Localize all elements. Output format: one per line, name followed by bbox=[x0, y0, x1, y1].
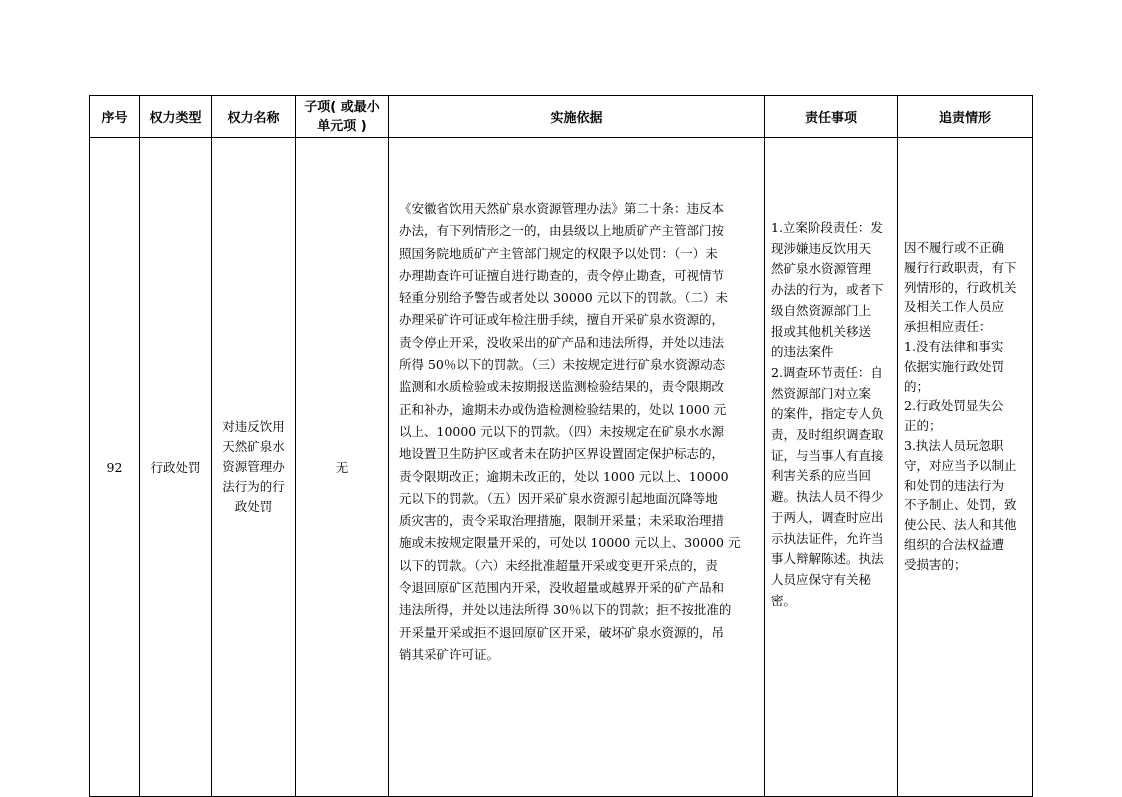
accountability-text-line: 因不履行或不正确 bbox=[904, 240, 1005, 255]
accountability-text-line: 3.执法人员玩忽职 bbox=[904, 437, 1004, 453]
cell-responsibility bbox=[765, 138, 898, 797]
basis-text-line: 元以下的罚款。（五）因开采矿泉水资源引起地面沉降等地 bbox=[399, 490, 718, 506]
responsibility-text-line: 事人辩解陈述。执法 bbox=[771, 551, 884, 567]
basis-text-line: 施或未按规定限量开采的，可处以 10000 元以上、30000 元 bbox=[399, 535, 741, 551]
basis-text-line: 以上、10000 元以下的罚款。（四）未按规定在矿泉水水源 bbox=[399, 423, 724, 439]
basis-text-line: 轻重分别给予警告或者处以 30000 元以下的罚款。（二）未 bbox=[399, 290, 728, 306]
cell-power-type: 行政处罚 bbox=[140, 138, 212, 797]
basis-text-line: 照国务院地质矿产主管部门规定的权限予以处罚：（一）未 bbox=[399, 245, 718, 261]
basis-text-line: 《安徽省饮用天然矿泉水资源管理办法》第二十条：违反本 bbox=[399, 201, 725, 216]
responsibility-text-line: 的案件，指定专人负 bbox=[771, 406, 884, 422]
basis-text-line: 办理采矿许可证或年检注册手续，擅自开采矿泉水资源的， bbox=[399, 312, 725, 328]
responsibility-text-line: 然矿泉水资源管理 bbox=[771, 261, 872, 277]
accountability-text-line: 列情形的，行政机关 bbox=[904, 279, 1017, 295]
responsibility-text-line: 办法的行为，或者下 bbox=[771, 282, 884, 298]
header-basis: 实施依据 bbox=[389, 96, 765, 138]
basis-text-line: 销其采矿许可证。 bbox=[399, 646, 500, 662]
responsibility-text-line: 利害关系的应当回 bbox=[771, 468, 872, 484]
responsibility-text-line: 责，及时组织调查取 bbox=[771, 427, 884, 443]
basis-text-line: 责令限期改正；逾期未改正的，处以 1000 元以上、10000 bbox=[399, 468, 729, 484]
header-power-name: 权力名称 bbox=[212, 96, 296, 138]
header-power-type: 权力类型 bbox=[140, 96, 212, 138]
basis-text-line: 以下的罚款。（六）未经批准超量开采或变更开采点的，责 bbox=[399, 557, 718, 573]
responsibility-text-line: 的违法案件 bbox=[771, 344, 834, 360]
basis-text-line: 责令停止开采，没收采出的矿产品和违法所得，并处以违法 bbox=[399, 334, 725, 350]
basis-text-line: 监测和水质检验或未按期报送监测检验结果的，责令限期改 bbox=[399, 379, 725, 395]
responsibility-text-line: 示执法证件，允许当 bbox=[771, 530, 884, 546]
table-row bbox=[90, 138, 1033, 797]
accountability-text-line: 1.没有法律和事实 bbox=[904, 338, 1004, 354]
header-sub-item-line2: 单元项 ) bbox=[317, 118, 367, 134]
basis-text-line: 办理勘查许可证擅自进行勘查的，责令停止勘查，可视情节 bbox=[399, 267, 725, 283]
responsibility-text-line: 1.立案阶段责任：发 bbox=[771, 220, 883, 235]
responsibility-text-line: 密。 bbox=[771, 592, 797, 608]
accountability-text-line: 依据实施行政处罚 bbox=[904, 358, 1005, 374]
cell-accountability bbox=[898, 138, 1033, 797]
cell-basis bbox=[389, 138, 765, 797]
responsibility-text-line: 避。执法人员不得少 bbox=[771, 489, 884, 505]
accountability-text-line: 组织的合法权益遭 bbox=[904, 536, 1005, 552]
accountability-text-line: 和处罚的违法行为 bbox=[904, 477, 1005, 493]
accountability-text-line: 不予制止、处罚，致 bbox=[904, 497, 1017, 513]
header-seq: 序号 bbox=[90, 96, 140, 138]
header-responsibility: 责任事项 bbox=[765, 96, 898, 138]
cell-seq: 92 bbox=[90, 138, 140, 797]
cell-sub-item: 无 bbox=[296, 138, 389, 797]
responsibility-text-line: 2.调查环节责任：自 bbox=[771, 364, 883, 380]
cell-power-name: 对违反饮用天然矿泉水资源管理办法行为的行政处罚 bbox=[212, 138, 296, 797]
basis-text-line: 质灾害的，责令采取治理措施，限制开采量；未采取治理措 bbox=[399, 513, 725, 529]
accountability-text-line: 承担相应责任： bbox=[904, 319, 992, 335]
responsibility-text-line: 然资源部门对立案 bbox=[771, 385, 872, 401]
accountability-text-line: 的； bbox=[904, 378, 930, 394]
responsibility-text-line: 证，与当事人有直接 bbox=[771, 447, 884, 463]
accountability-text-line: 受损害的； bbox=[904, 556, 967, 572]
header-accountability: 追责情形 bbox=[898, 96, 1033, 138]
basis-text-line: 正和补办，逾期未办或伪造检测检验结果的，处以 1000 元 bbox=[399, 401, 727, 417]
basis-text-line: 违法所得，并处以违法所得 30％以下的罚款；拒不按批准的 bbox=[399, 602, 732, 618]
basis-text-line: 所得 50％以下的罚款。（三）未按规定进行矿泉水资源动态 bbox=[399, 357, 726, 373]
accountability-text-line: 履行行政职责，有下 bbox=[904, 259, 1017, 275]
header-row bbox=[90, 96, 1033, 138]
basis-text-line: 令退回原矿区范围内开采，没收超量或越界开采的矿产品和 bbox=[399, 580, 725, 596]
power-list-table bbox=[89, 95, 1033, 797]
basis-text-line: 开采量开采或拒不退回原矿区开采，破坏矿泉水资源的，吊 bbox=[399, 624, 725, 640]
accountability-text-line: 及相关工作人员应 bbox=[904, 299, 1005, 315]
basis-text-line: 地设置卫生防护区或者未在防护区界设置固定保护标志的， bbox=[399, 446, 725, 462]
header-sub-item-line1: 子项( 或最小 bbox=[304, 99, 380, 115]
responsibility-text-line: 报或其他机关移送 bbox=[771, 323, 872, 339]
responsibility-text-line: 于两人，调查时应出 bbox=[771, 509, 884, 525]
responsibility-text-line: 级自然资源部门上 bbox=[771, 302, 872, 318]
header-sub-item bbox=[296, 96, 389, 138]
basis-text-line: 办法，有下列情形之一的，由县级以上地质矿产主管部门按 bbox=[399, 223, 725, 239]
responsibility-text-line: 现涉嫌违反饮用天 bbox=[771, 240, 872, 256]
accountability-text-line: 守，对应当予以制止 bbox=[904, 457, 1017, 473]
accountability-text-line: 正的； bbox=[904, 418, 942, 434]
accountability-text-line: 2.行政处罚显失公 bbox=[904, 398, 1004, 414]
accountability-text-line: 使公民、法人和其他 bbox=[904, 517, 1017, 533]
responsibility-text-line: 人员应保守有关秘 bbox=[771, 571, 872, 587]
